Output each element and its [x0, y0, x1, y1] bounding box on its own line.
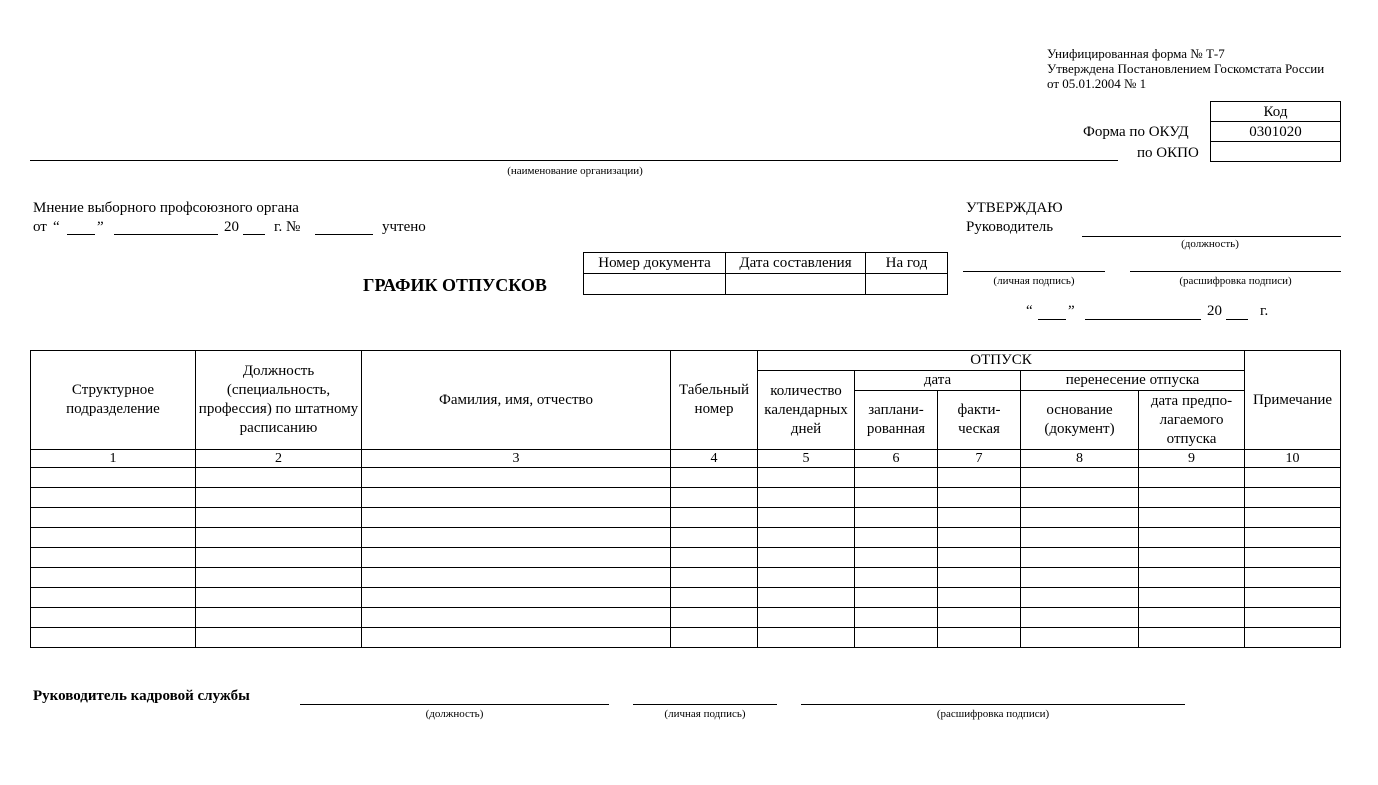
table-cell[interactable]: [855, 608, 938, 628]
table-cell[interactable]: [1021, 508, 1139, 528]
table-cell[interactable]: [855, 568, 938, 588]
header-transfer: перенесение отпуска: [1021, 371, 1245, 391]
table-cell[interactable]: [855, 628, 938, 648]
table-cell[interactable]: [938, 588, 1021, 608]
table-row: [31, 608, 1341, 628]
table-cell[interactable]: [855, 488, 938, 508]
union-year-field[interactable]: [243, 220, 265, 235]
doc-year-field[interactable]: [866, 274, 948, 295]
table-cell[interactable]: [671, 488, 758, 508]
table-cell[interactable]: [1139, 588, 1245, 608]
table-row: [31, 508, 1341, 528]
table-cell[interactable]: [1139, 468, 1245, 488]
approve-head-label: Руководитель: [966, 219, 1054, 235]
table-cell[interactable]: [671, 588, 758, 608]
table-cell[interactable]: [1245, 548, 1341, 568]
code-box: [1210, 101, 1341, 162]
table-cell[interactable]: [1021, 468, 1139, 488]
header-planned: заплани- рованная: [855, 391, 938, 450]
table-row: [31, 528, 1341, 548]
form-approval: Утверждена Постановлением Госкомстата России: [1047, 61, 1325, 76]
table-cell[interactable]: [1139, 508, 1245, 528]
table-cell[interactable]: [31, 468, 196, 488]
table-cell[interactable]: [855, 528, 938, 548]
table-cell[interactable]: [938, 608, 1021, 628]
table-cell[interactable]: [758, 568, 855, 588]
table-cell[interactable]: [758, 468, 855, 488]
table-cell[interactable]: [758, 608, 855, 628]
union-year-suffix: г. №: [274, 219, 301, 235]
approve-title: УТВЕРЖДАЮ: [966, 200, 1063, 216]
table-row: [31, 548, 1341, 568]
union-from-label: от: [33, 219, 47, 235]
approve-decode-field[interactable]: [1130, 271, 1341, 272]
table-row: [31, 628, 1341, 648]
hr-position-caption: (должность): [425, 708, 484, 720]
union-opinion-label: Мнение выборного профсоюзного органа: [33, 200, 299, 216]
table-cell[interactable]: [1245, 568, 1341, 588]
table-cell[interactable]: [1245, 608, 1341, 628]
header-position: Должность (специальность, профессия) по штатному расписанию: [196, 351, 362, 450]
hr-head-label: Руководитель кадровой службы: [33, 688, 250, 704]
table-cell[interactable]: [938, 548, 1021, 568]
table-cell[interactable]: [1021, 628, 1139, 648]
table-cell[interactable]: [196, 508, 362, 528]
table-cell[interactable]: [31, 488, 196, 508]
table-cell[interactable]: [1021, 488, 1139, 508]
table-cell[interactable]: [196, 468, 362, 488]
col-number: 9: [1139, 450, 1245, 468]
table-cell[interactable]: [1139, 548, 1245, 568]
header-structural-unit: Структурное подразделение: [31, 351, 196, 450]
header-expected-date: дата предпо- лагаемого отпуска: [1139, 391, 1245, 450]
union-doc-number-field[interactable]: [315, 220, 373, 235]
header-full-name: Фамилия, имя, отчество: [362, 351, 671, 450]
organization-caption: (наименование организации): [507, 165, 643, 177]
table-cell[interactable]: [1021, 548, 1139, 568]
union-quote-open: “: [53, 219, 60, 235]
table-cell[interactable]: [362, 468, 671, 488]
form-number: Унифицированная форма № Т-7: [1047, 46, 1225, 61]
col-number: 8: [1021, 450, 1139, 468]
table-cell[interactable]: [1021, 608, 1139, 628]
col-number: 1: [31, 450, 196, 468]
approve-quote-close: ”: [1068, 303, 1075, 319]
hr-decode-field[interactable]: [801, 704, 1185, 705]
table-cell[interactable]: [1021, 588, 1139, 608]
table-cell[interactable]: [938, 628, 1021, 648]
form-approval-date: от 05.01.2004 № 1: [1047, 76, 1147, 91]
table-cell[interactable]: [1245, 588, 1341, 608]
approve-signature-field[interactable]: [963, 271, 1105, 272]
doc-date-field[interactable]: [726, 274, 866, 295]
table-cell[interactable]: [196, 528, 362, 548]
table-cell[interactable]: [671, 628, 758, 648]
table-cell[interactable]: [938, 528, 1021, 548]
col-number: 4: [671, 450, 758, 468]
hr-position-field[interactable]: [300, 704, 609, 705]
table-cell[interactable]: [855, 508, 938, 528]
vacation-schedule-table: [30, 350, 1341, 648]
document-title: ГРАФИК ОТПУСКОВ: [363, 275, 547, 295]
table-cell[interactable]: [671, 608, 758, 628]
table-cell[interactable]: [31, 528, 196, 548]
okud-code-field[interactable]: 0301020: [1211, 122, 1341, 142]
organization-name-field[interactable]: [30, 160, 1118, 161]
table-cell[interactable]: [362, 548, 671, 568]
table-cell[interactable]: [31, 548, 196, 568]
table-cell[interactable]: [1139, 488, 1245, 508]
hr-signature-field[interactable]: [633, 704, 777, 705]
approve-month-field[interactable]: [1085, 305, 1201, 320]
table-cell[interactable]: [362, 488, 671, 508]
table-row: [31, 488, 1341, 508]
approve-day-field[interactable]: [1038, 305, 1066, 320]
approve-year-field[interactable]: [1226, 305, 1248, 320]
doc-number-header: Номер документа: [584, 253, 726, 274]
table-cell[interactable]: [938, 508, 1021, 528]
table-cell[interactable]: [938, 488, 1021, 508]
okpo-label: по ОКПО: [1137, 145, 1199, 161]
table-cell[interactable]: [938, 568, 1021, 588]
col-number: 10: [1245, 450, 1341, 468]
union-month-field[interactable]: [114, 220, 218, 235]
table-cell[interactable]: [362, 608, 671, 628]
table-row: [31, 468, 1341, 488]
okud-label: Форма по ОКУД: [1083, 124, 1189, 140]
table-cell[interactable]: [1245, 528, 1341, 548]
table-cell[interactable]: [1245, 488, 1341, 508]
approve-position-field[interactable]: [1082, 236, 1341, 237]
table-cell[interactable]: [1245, 508, 1341, 528]
table-cell[interactable]: [31, 588, 196, 608]
table-cell[interactable]: [196, 588, 362, 608]
table-cell[interactable]: [758, 488, 855, 508]
col-number: 2: [196, 450, 362, 468]
table-cell[interactable]: [758, 548, 855, 568]
table-cell[interactable]: [938, 468, 1021, 488]
table-cell[interactable]: [362, 588, 671, 608]
header-date: дата: [855, 371, 1021, 391]
table-cell[interactable]: [31, 628, 196, 648]
col-number: 6: [855, 450, 938, 468]
table-cell[interactable]: [1139, 608, 1245, 628]
table-cell[interactable]: [196, 568, 362, 588]
table-cell[interactable]: [362, 508, 671, 528]
table-cell[interactable]: [196, 548, 362, 568]
header-vacation: ОТПУСК: [758, 351, 1245, 371]
form-header: [1047, 46, 1324, 91]
union-status: учтено: [382, 219, 426, 235]
table-cell[interactable]: [362, 528, 671, 548]
col-number: 5: [758, 450, 855, 468]
doc-year-header: На год: [866, 253, 948, 274]
union-year-prefix: 20: [224, 219, 239, 235]
table-cell[interactable]: [362, 568, 671, 588]
table-cell[interactable]: [671, 568, 758, 588]
approve-signature-caption: (личная подпись): [993, 275, 1075, 287]
table-cell[interactable]: [758, 508, 855, 528]
table-cell[interactable]: [1021, 528, 1139, 548]
table-cell[interactable]: [1139, 568, 1245, 588]
okpo-code-field[interactable]: [1211, 142, 1341, 162]
approve-position-caption: (должность): [1181, 238, 1239, 250]
table-cell[interactable]: [758, 588, 855, 608]
table-cell[interactable]: [1139, 528, 1245, 548]
header-actual: факти- ческая: [938, 391, 1021, 450]
table-cell[interactable]: [196, 628, 362, 648]
hr-signature-caption: (личная подпись): [664, 708, 746, 720]
union-quote-close: ”: [97, 219, 104, 235]
table-row: [31, 568, 1341, 588]
table-cell[interactable]: [1245, 468, 1341, 488]
table-cell[interactable]: [196, 488, 362, 508]
approve-quote-open: “: [1026, 303, 1033, 319]
table-cell[interactable]: [1139, 628, 1245, 648]
table-cell[interactable]: [671, 468, 758, 488]
union-day-field[interactable]: [67, 220, 95, 235]
document-info-box: [583, 252, 948, 295]
table-body: [31, 468, 1341, 648]
table-cell[interactable]: [758, 528, 855, 548]
table-cell[interactable]: [1021, 568, 1139, 588]
table-cell[interactable]: [671, 548, 758, 568]
table-row: [31, 588, 1341, 608]
table-cell[interactable]: [855, 588, 938, 608]
table-cell[interactable]: [1245, 628, 1341, 648]
table-cell[interactable]: [758, 628, 855, 648]
table-cell[interactable]: [31, 608, 196, 628]
header-personnel-number: Табельный номер: [671, 351, 758, 450]
table-cell[interactable]: [855, 548, 938, 568]
col-number: 7: [938, 450, 1021, 468]
table-cell[interactable]: [31, 508, 196, 528]
header-note: Примечание: [1245, 351, 1341, 450]
hr-decode-caption: (расшифровка подписи): [936, 708, 1050, 720]
code-header: Код: [1211, 102, 1341, 122]
table-cell[interactable]: [362, 628, 671, 648]
table-cell[interactable]: [671, 508, 758, 528]
header-basis: основание (документ): [1021, 391, 1139, 450]
table-cell[interactable]: [196, 608, 362, 628]
header-calendar-days: количество календарных дней: [758, 371, 855, 450]
table-cell[interactable]: [671, 528, 758, 548]
col-number: 3: [362, 450, 671, 468]
approve-decode-caption: (расшифровка подписи): [1179, 275, 1292, 287]
table-cell[interactable]: [31, 568, 196, 588]
doc-date-header: Дата составления: [726, 253, 866, 274]
approve-year-suffix: г.: [1260, 303, 1269, 319]
table-cell[interactable]: [855, 468, 938, 488]
doc-number-field[interactable]: [584, 274, 726, 295]
approve-year-prefix: 20: [1207, 303, 1222, 319]
